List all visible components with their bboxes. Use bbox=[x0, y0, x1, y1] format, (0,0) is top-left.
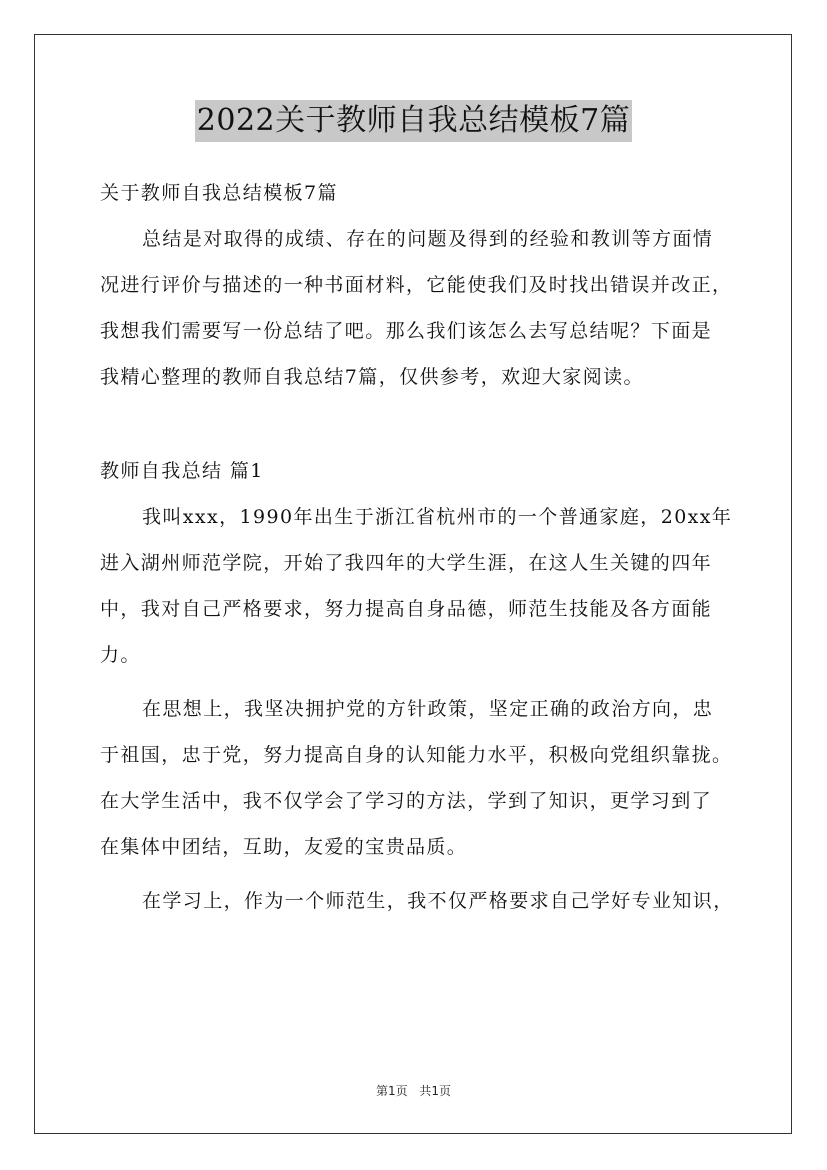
paragraph-line: 在学习上，作为一个师范生，我不仅严格要求自己学好专业知识， bbox=[142, 890, 734, 912]
body-paragraph-1 bbox=[100, 494, 740, 678]
paragraph-line: 在集体中团结，互助，友爱的宝贵品质。 bbox=[100, 836, 468, 858]
title-container bbox=[0, 100, 827, 142]
page-footer bbox=[0, 1082, 827, 1099]
paragraph-line: 在大学生活中，我不仅学会了学习的方法，学到了知识，更学习到了 bbox=[100, 790, 713, 812]
paragraph-line: 我精心整理的教师自我总结7篇，仅供参考，欢迎大家阅读。 bbox=[100, 366, 644, 388]
paragraph-line: 我叫xxx，1990年出生于浙江省杭州市的一个普通家庭，20xx年 bbox=[142, 506, 733, 528]
paragraph-line: 在思想上，我坚决拥护党的方针政策，坚定正确的政治方向，忠 bbox=[142, 698, 714, 720]
page-number: 第1页 bbox=[375, 1084, 408, 1098]
intro-paragraph bbox=[100, 216, 740, 400]
paragraph-line: 我想我们需要写一份总结了吧。那么我们该怎么去写总结呢？下面是 bbox=[100, 320, 713, 342]
paragraph-line: 力。 bbox=[100, 644, 141, 666]
body-paragraph-3 bbox=[100, 878, 740, 924]
paragraph-line: 总结是对取得的成绩、存在的问题及得到的经验和教训等方面情 bbox=[142, 228, 714, 250]
paragraph-line: 进入湖州师范学院，开始了我四年的大学生涯，在这人生关键的四年 bbox=[100, 552, 713, 574]
paragraph-line: 于祖国，忠于党，努力提高自身的认知能力水平，积极向党组织靠拢。 bbox=[100, 744, 733, 766]
document-title: 2022关于教师自我总结模板7篇 bbox=[195, 100, 632, 142]
paragraph-line: 况进行评价与描述的一种书面材料，它能使我们及时找出错误并改正， bbox=[100, 274, 733, 296]
document-subtitle: 关于教师自我总结模板7篇 bbox=[100, 182, 338, 204]
document-body bbox=[100, 170, 740, 924]
section-heading: 教师自我总结 篇1 bbox=[100, 460, 264, 482]
paragraph-line: 中，我对自己严格要求，努力提高自身品德，师范生技能及各方面能 bbox=[100, 598, 713, 620]
page-total: 共1页 bbox=[419, 1084, 452, 1098]
body-paragraph-2 bbox=[100, 686, 740, 870]
